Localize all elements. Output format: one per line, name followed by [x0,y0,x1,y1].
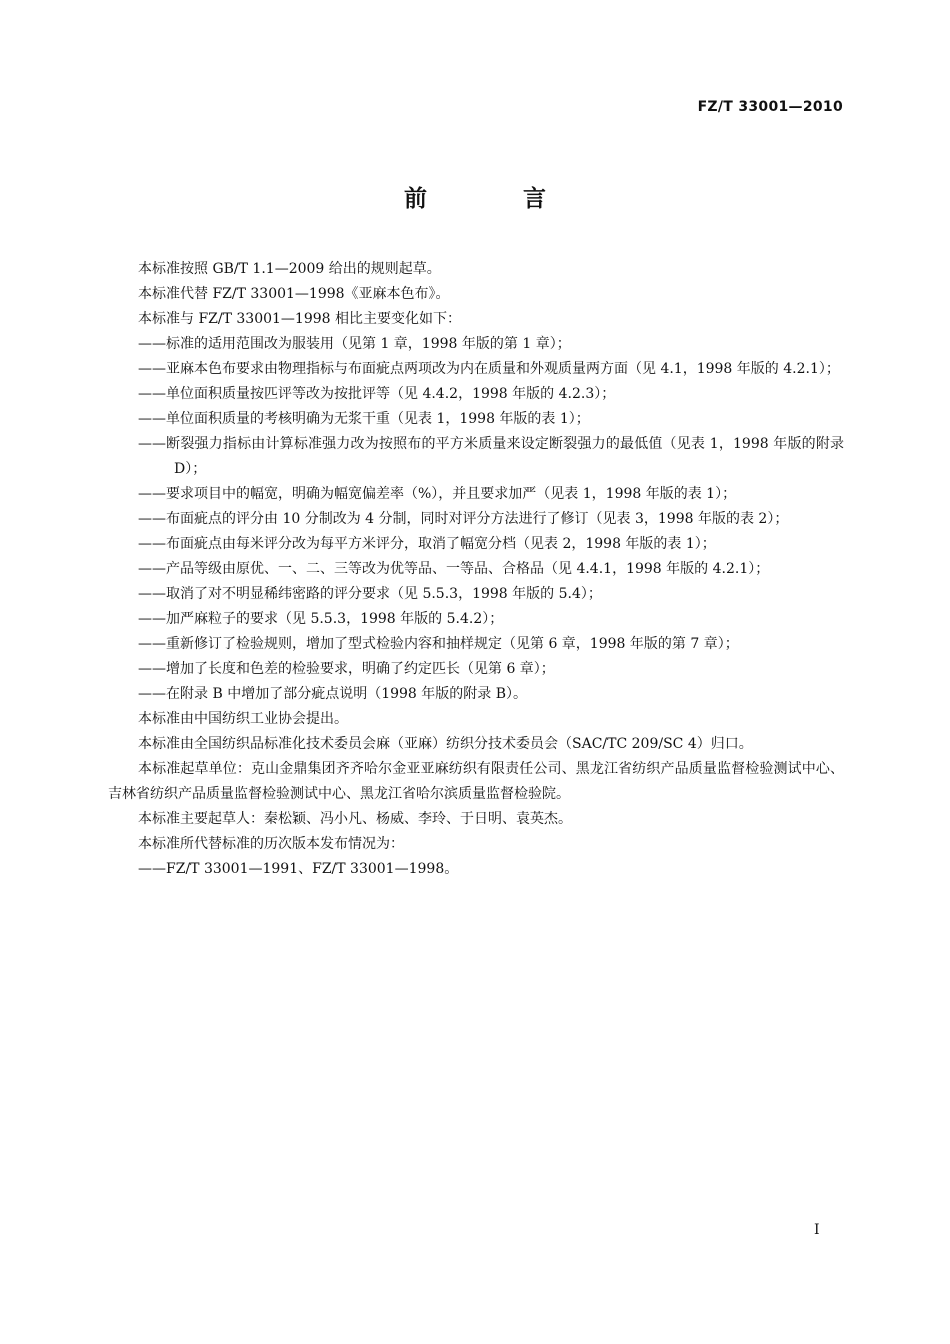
paragraph: 本标准与 FZ/T 33001—1998 相比主要变化如下： [138,311,462,327]
change-item: ——断裂强力指标由计算标准强力改为按照布的平方米质量来设定断裂强力的最低值（见表 1，1998 年版的附录 D）； [138,436,844,477]
page-title: 前 言 [403,186,590,212]
paragraph: 本标准主要起草人：秦松颖、冯小凡、杨威、李玲、于日明、袁英杰。 [138,811,572,827]
paragraph: 本标准由全国纺织品标准化技术委员会麻（亚麻）纺织分技术委员会（SAC/TC 209/SC 4）归口。 [138,736,753,752]
change-item: ——单位面积质量按匹评等改为按批评等（见 4.4.2，1998 年版的 4.2.3）； [138,386,616,402]
change-item: ——取消了对不明显稀纬密路的评分要求（见 5.5.3，1998 年版的 5.4）； [138,586,602,602]
change-item: ——亚麻本色布要求由物理指标与布面疵点两项改为内在质量和外观质量两方面（见 4.1，1998 年版的 4.2.1）； [138,361,840,377]
change-item: ——在附录 B 中增加了部分疵点说明（1998 年版的附录 B）。 [138,686,528,702]
change-item: ——布面疵点由每米评分改为每平方米评分，取消了幅宽分档（见表 2，1998 年版的表 1）； [138,536,716,552]
change-item: ——布面疵点的评分由 10 分制改为 4 分制，同时对评分方法进行了修订（见表 3，1998 年版的表 2）； [138,511,789,527]
standard-code: FZ/T 33001—2010 [697,99,843,115]
change-item: ——标准的适用范围改为服装用（见第 1 章，1998 年版的第 1 章）； [138,336,571,352]
change-item: ——单位面积质量的考核明确为无浆干重（见表 1，1998 年版的表 1）； [138,411,590,427]
paragraph: 本标准起草单位：克山金鼎集团齐齐哈尔金亚亚麻纺织有限责任公司、黑龙江省纺织产品质量监督检验测试中心、吉林省纺织产品质量监督检验测试中心、黑龙江省哈尔滨质量监督检验院。 [108,761,844,802]
foreword-body [108,257,844,882]
change-item: ——产品等级由原优、一、二、三等改为优等品、一等品、合格品（见 4.4.1，1998 年版的 4.2.1）； [138,561,770,577]
paragraph: 本标准代替 FZ/T 33001—1998《亚麻本色布》。 [138,286,450,302]
page-number: I [814,1222,820,1238]
change-item: ——重新修订了检验规则，增加了型式检验内容和抽样规定（见第 6 章，1998 年版的第 7 章）； [138,636,739,652]
change-item: ——增加了长度和色差的检验要求，明确了约定匹长（见第 6 章）； [138,661,555,677]
paragraph: 本标准按照 GB/T 1.1—2009 给出的规则起草。 [138,261,441,277]
paragraph: 本标准所代替标准的历次版本发布情况为： [138,836,404,852]
history-item: ——FZ/T 33001—1991、FZ/T 33001—1998。 [138,861,459,877]
change-item: ——加严麻粒子的要求（见 5.5.3，1998 年版的 5.4.2）； [138,611,504,627]
change-item: ——要求项目中的幅宽，明确为幅宽偏差率（%），并且要求加严（见表 1，1998 年版的表 1）； [138,486,737,502]
paragraph: 本标准由中国纺织工业协会提出。 [138,711,348,727]
